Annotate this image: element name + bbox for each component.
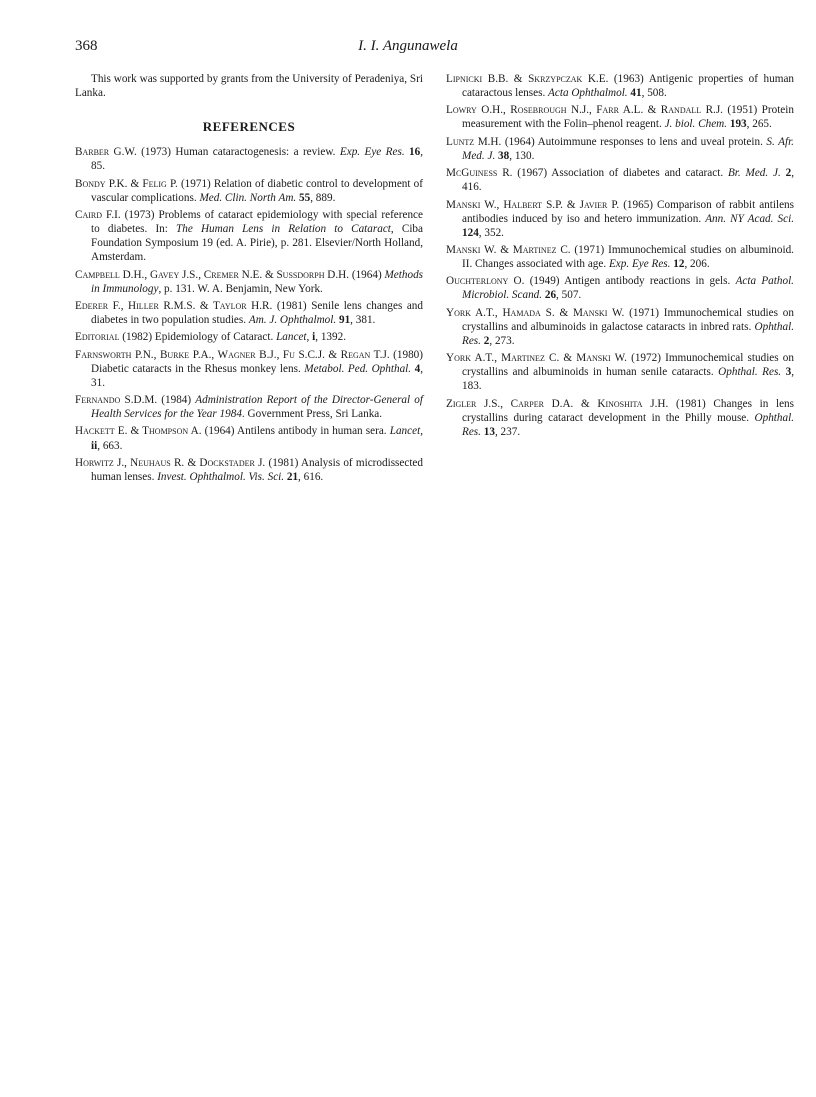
reference-text: ,: [306, 331, 313, 344]
reference-pages: , 130.: [509, 149, 535, 162]
reference-volume: ii: [91, 439, 98, 452]
reference-text: (1981) Changes in lens crystallins during cataract development in the Philly mouse.: [462, 397, 795, 424]
reference-journal: Lancet: [389, 425, 421, 438]
reference-authors: Campbell D.H., Gavey J.S., Cremer N.E. & Sussdorph D.H.: [75, 268, 350, 281]
reference-journal: Ophthal. Res.: [462, 411, 794, 438]
reference-journal: J. biol. Chem.: [664, 118, 728, 131]
reference-text: (1984): [157, 394, 196, 407]
reference-volume: i: [312, 331, 316, 344]
reference-text: (1963) Antigenic properties of human cataractous lenses.: [462, 73, 795, 100]
reference-journal: S. Afr. Med. J.: [462, 135, 794, 162]
running-head: I. I. Angunawela: [358, 38, 458, 54]
left-column: [75, 72, 423, 487]
reference-journal: Ophthal. Res.: [718, 366, 782, 379]
reference-volume: 55: [299, 191, 311, 204]
reference-journal: Acta Ophthalmol.: [548, 87, 628, 100]
reference-text: , p. 131. W. A. Benjamin, New York.: [158, 282, 323, 295]
reference-authors: Luntz M.H.: [446, 135, 502, 148]
reference-volume: 21: [286, 470, 299, 483]
reference-journal: Med. Clin. North Am.: [199, 191, 297, 204]
reference-pages: , 508.: [641, 87, 667, 100]
reference-journal: Am. J. Ophthalmol.: [248, 314, 337, 327]
reference-text: (1965) Comparison of rabbit antilens antibodies induced by iso and hetero immunization.: [462, 198, 794, 225]
reference-pages: , 31.: [91, 362, 423, 389]
reference-volume: 3: [785, 366, 792, 379]
reference-journal: Exp. Eye Res.: [608, 258, 671, 271]
reference-text: (1971) Immunochemical studies on crystallins and albuminoids in galactose cataracts in inbred rats.: [462, 306, 794, 333]
reference-pages: , 663.: [97, 439, 123, 452]
reference-pages: , 507.: [556, 289, 582, 302]
reference-text: (1951) Protein measurement with the Folin–phenol reagent.: [462, 104, 794, 131]
reference-authors: Lowry O.H., Rosebrough N.J., Farr A.L. & Randall R.J.: [446, 104, 723, 117]
reference-authors: Ouchterlony O.: [446, 275, 525, 288]
reference-volume: 41: [630, 87, 642, 100]
reference-journal: Administration Report of the Director-General of Health Services for the Year 1984: [91, 394, 423, 421]
reference-entry: [75, 393, 423, 421]
reference-text: (1981) Analysis of microdissected human lenses.: [91, 456, 423, 483]
reference-authors: Ederer F., Hiller R.M.S. & Taylor H.R.: [75, 299, 273, 312]
reference-pages: , 381.: [350, 314, 376, 327]
reference-list-left: [75, 145, 423, 484]
reference-authors: Horwitz J., Neuhaus R. & Dockstader J.: [75, 456, 266, 469]
reference-text: (1973) Problems of cataract epidemiology with special reference to diabetes. In:: [91, 209, 423, 236]
reference-authors: Lipnicki B.B. & Skrzypczak K.E.: [446, 73, 609, 85]
reference-authors: Hackett E. & Thompson A.: [75, 425, 202, 438]
reference-authors: Fernando S.D.M.: [75, 394, 158, 407]
right-column: [446, 72, 794, 442]
reference-text: (1982) Epidemiology of Cataract.: [119, 331, 277, 344]
reference-journal: Methods in Immunology: [91, 268, 424, 295]
reference-volume: 38: [498, 149, 510, 162]
reference-volume: 2: [785, 167, 792, 180]
reference-pages: , 273.: [489, 334, 515, 347]
reference-volume: 124: [462, 226, 479, 239]
reference-authors: Manski W. & Martinez C.: [446, 243, 571, 256]
reference-volume: 193: [729, 118, 747, 131]
reference-entry: [75, 208, 423, 264]
reference-authors: Caird F.I.: [75, 209, 121, 222]
reference-entry: [446, 351, 794, 393]
reference-entry: [75, 299, 423, 327]
reference-text: (1964): [349, 268, 385, 281]
reference-text: ,: [420, 425, 423, 438]
reference-journal: Ophthal. Res.: [462, 320, 794, 347]
reference-authors: Manski W., Halbert S.P. & Javier P.: [446, 198, 620, 211]
reference-entry: [75, 145, 423, 173]
reference-text: (1949) Antigen antibody reactions in gels.: [524, 275, 736, 288]
reference-entry: [75, 330, 423, 344]
reference-entry: [75, 268, 423, 296]
reference-entry: [75, 177, 423, 205]
reference-authors: Farnsworth P.N., Burke P.A., Wagner B.J., Fu S.C.J. & Regan T.J.: [75, 348, 390, 361]
reference-pages: , 352.: [478, 226, 504, 239]
reference-entry: [446, 243, 794, 271]
references-heading: REFERENCES: [202, 119, 296, 135]
reference-pages: , 85.: [91, 146, 424, 173]
reference-entry: [446, 198, 794, 240]
reference-volume: 13: [483, 425, 495, 438]
reference-entry: [446, 103, 794, 131]
reference-text: (1973) Human cataractogenesis: a review.: [136, 146, 340, 159]
reference-pages: , 237.: [494, 425, 521, 438]
reference-authors: Editorial: [75, 331, 120, 344]
reference-text: (1981) Senile lens changes and diabetes in two population studies.: [91, 299, 423, 327]
reference-text: (1967) Association of diabetes and cataract.: [512, 167, 728, 180]
reference-entry: [446, 274, 794, 302]
reference-journal: Lancet: [276, 331, 307, 344]
reference-pages: , 265.: [746, 118, 772, 131]
reference-journal: Invest. Ophthalmol. Vis. Sci.: [157, 470, 285, 483]
reference-journal: Acta Pathol. Microbiol. Scand.: [462, 275, 794, 302]
reference-pages: , 183.: [462, 366, 795, 393]
reference-authors: McGuiness R.: [446, 167, 513, 180]
reference-entry: [75, 348, 423, 390]
reference-volume: 2: [483, 334, 490, 347]
reference-pages: , 889.: [310, 191, 336, 204]
reference-entry: [446, 135, 794, 163]
reference-pages: , 206.: [684, 258, 710, 271]
reference-authors: Bondy P.K. & Felig P.: [75, 177, 178, 190]
reference-text: . Government Press, Sri Lanka.: [241, 408, 383, 421]
reference-pages: , 616.: [298, 470, 324, 483]
reference-volume: 91: [338, 314, 351, 327]
reference-entry: [446, 397, 794, 439]
reference-text: (1980) Diabetic cataracts in the Rhesus monkey lens.: [91, 348, 423, 375]
reference-entry: [75, 424, 423, 452]
reference-list-right: [446, 72, 794, 439]
reference-volume: 12: [673, 258, 685, 271]
reference-text: (1964) Antilens antibody in human sera.: [201, 425, 390, 438]
reference-entry: [446, 306, 794, 348]
reference-authors: Barber G.W.: [75, 146, 137, 159]
acknowledgement: This work was supported by grants from the University of Peradeniya, Sri Lanka.: [75, 73, 423, 100]
reference-text: (1971) Relation of diabetic control to development of vascular complications.: [91, 177, 423, 204]
reference-volume: 26: [544, 289, 557, 302]
reference-entry: [75, 456, 423, 484]
reference-text: (1971) Immunochemical studies on albuminoid. II. Changes associated with age.: [462, 243, 794, 271]
reference-journal: The Human Lens in Relation to Cataract: [176, 223, 391, 236]
reference-authors: York A.T., Hamada S. & Manski W.: [446, 306, 625, 319]
reference-pages: , 416.: [462, 167, 794, 194]
reference-journal: Exp. Eye Res.: [339, 146, 405, 159]
reference-entry: [446, 166, 794, 194]
reference-authors: York A.T., Martinez C. & Manski W.: [446, 352, 627, 365]
reference-authors: Zigler J.S., Carper D.A. & Kinoshita J.H.: [446, 397, 669, 410]
reference-pages: , 1392.: [315, 331, 346, 344]
reference-volume: 16: [409, 146, 421, 159]
reference-text: , Ciba Foundation Symposium 19 (ed. A. Pirie), p. 281. Elsevier/North Holland, Amsterdam.: [91, 223, 423, 264]
reference-journal: Metabol. Ped. Ophthal.: [304, 362, 412, 375]
reference-volume: 4: [414, 362, 421, 375]
reference-text: (1972) Immunochemical studies on crystallins and albuminoids in human senile cataracts.: [462, 352, 794, 379]
reference-journal: Ann. NY Acad. Sci.: [705, 212, 794, 225]
page-number: 368: [75, 38, 98, 54]
reference-journal: Br. Med. J.: [727, 167, 781, 180]
reference-text: (1964) Autoimmune responses to lens and uveal protein.: [501, 135, 767, 148]
reference-entry: [446, 72, 794, 100]
